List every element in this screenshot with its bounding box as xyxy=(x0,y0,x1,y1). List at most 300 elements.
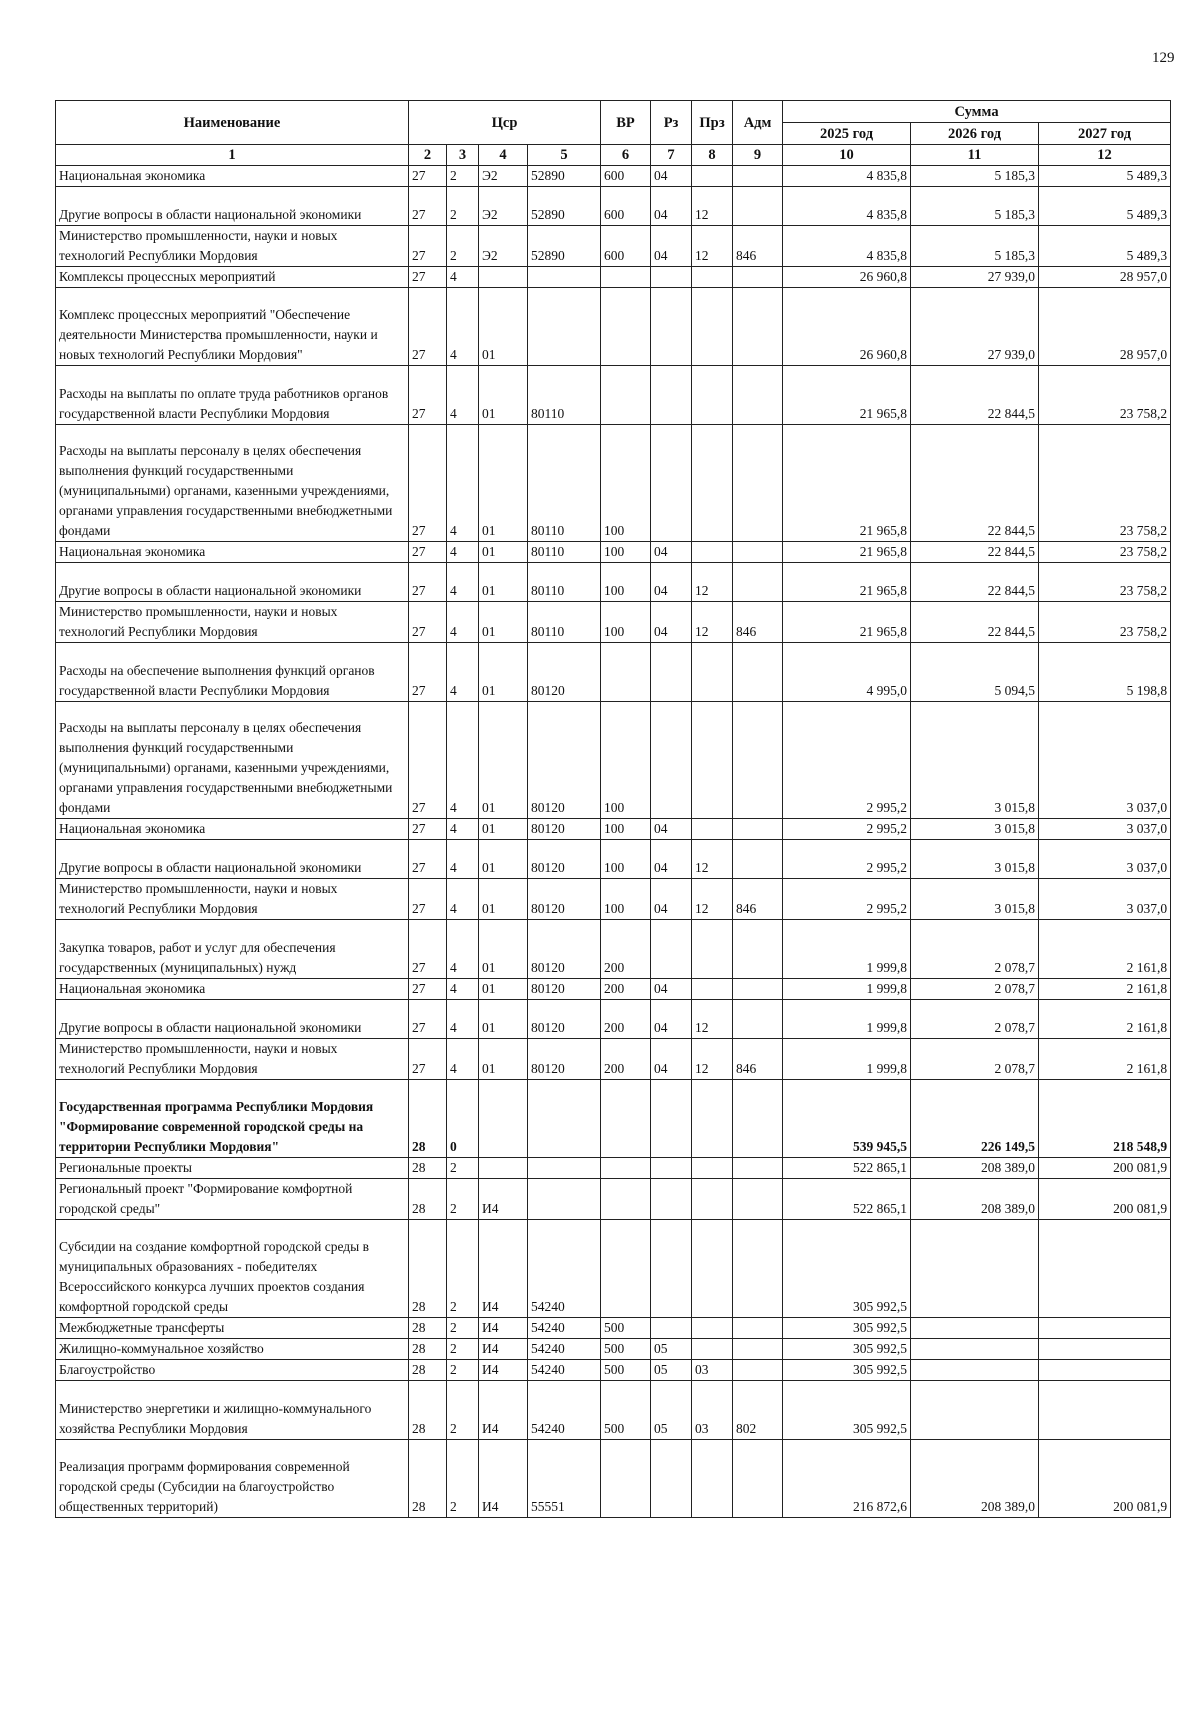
prz-code: 12 xyxy=(692,840,733,879)
csr-type: 4 xyxy=(447,701,479,818)
csr-direction: 52890 xyxy=(528,187,601,226)
csr-program: 27 xyxy=(409,643,447,702)
rz-code: 04 xyxy=(651,840,692,879)
csr-project: 01 xyxy=(479,978,528,999)
rz-code xyxy=(651,1220,692,1318)
sum-2025: 1 999,8 xyxy=(783,978,911,999)
sum-2025: 21 965,8 xyxy=(783,542,911,563)
adm-code: 846 xyxy=(733,879,783,920)
table-row xyxy=(56,166,1171,187)
csr-direction: 80120 xyxy=(528,978,601,999)
csr-direction xyxy=(528,1179,601,1220)
adm-code xyxy=(733,1158,783,1179)
row-name: Расходы на выплаты персоналу в целях обеспечения выполнения функций государственными (муниципальными) органами, казенными учреждениями, органами управления государственными внебюджетными фондами xyxy=(56,701,409,818)
prz-code xyxy=(692,1220,733,1318)
sum-2027: 200 081,9 xyxy=(1039,1179,1171,1220)
sum-2026: 208 389,0 xyxy=(911,1158,1039,1179)
vr-code: 100 xyxy=(601,840,651,879)
prz-code: 12 xyxy=(692,602,733,643)
csr-direction: 80120 xyxy=(528,879,601,920)
table-row xyxy=(56,226,1171,267)
csr-program: 28 xyxy=(409,1360,447,1381)
adm-code xyxy=(733,366,783,425)
sum-2025: 4 995,0 xyxy=(783,643,911,702)
adm-code xyxy=(733,920,783,979)
csr-project: 01 xyxy=(479,920,528,979)
table-row xyxy=(56,1439,1171,1517)
prz-code xyxy=(692,819,733,840)
prz-code: 03 xyxy=(692,1360,733,1381)
sum-2027: 218 548,9 xyxy=(1039,1080,1171,1158)
table-row xyxy=(56,819,1171,840)
sum-2025: 539 945,5 xyxy=(783,1080,911,1158)
csr-type: 2 xyxy=(447,166,479,187)
csr-project: 01 xyxy=(479,840,528,879)
adm-code xyxy=(733,643,783,702)
column-number: 3 xyxy=(447,145,479,166)
sum-2026: 3 015,8 xyxy=(911,840,1039,879)
csr-program: 28 xyxy=(409,1318,447,1339)
sum-2026: 22 844,5 xyxy=(911,542,1039,563)
csr-type: 2 xyxy=(447,1179,479,1220)
table-row xyxy=(56,366,1171,425)
prz-code xyxy=(692,366,733,425)
column-number: 7 xyxy=(651,145,692,166)
prz-code xyxy=(692,542,733,563)
table-row xyxy=(56,1318,1171,1339)
table-row xyxy=(56,1339,1171,1360)
csr-project: И4 xyxy=(479,1360,528,1381)
sum-2027 xyxy=(1039,1220,1171,1318)
csr-type: 2 xyxy=(447,1318,479,1339)
sum-2025: 305 992,5 xyxy=(783,1339,911,1360)
table-row xyxy=(56,424,1171,541)
row-name: Национальная экономика xyxy=(56,978,409,999)
csr-project: 01 xyxy=(479,1039,528,1080)
adm-code xyxy=(733,1220,783,1318)
csr-type: 4 xyxy=(447,920,479,979)
sum-2026: 22 844,5 xyxy=(911,602,1039,643)
sum-2026: 5 185,3 xyxy=(911,226,1039,267)
csr-type: 2 xyxy=(447,1339,479,1360)
table-header xyxy=(56,101,1171,166)
csr-program: 28 xyxy=(409,1220,447,1318)
csr-direction: 80110 xyxy=(528,366,601,425)
vr-code: 100 xyxy=(601,819,651,840)
prz-code xyxy=(692,701,733,818)
sum-2026: 2 078,7 xyxy=(911,920,1039,979)
sum-2025: 4 835,8 xyxy=(783,166,911,187)
column-number: 11 xyxy=(911,145,1039,166)
sum-2027 xyxy=(1039,1339,1171,1360)
csr-program: 28 xyxy=(409,1158,447,1179)
csr-direction: 55551 xyxy=(528,1439,601,1517)
sum-2025: 1 999,8 xyxy=(783,1039,911,1080)
adm-code xyxy=(733,288,783,366)
column-number: 5 xyxy=(528,145,601,166)
prz-code: 12 xyxy=(692,226,733,267)
csr-project: И4 xyxy=(479,1179,528,1220)
sum-2027: 5 489,3 xyxy=(1039,187,1171,226)
sum-2026: 22 844,5 xyxy=(911,563,1039,602)
sum-2025: 305 992,5 xyxy=(783,1381,911,1440)
csr-project: 01 xyxy=(479,819,528,840)
sum-2027: 2 161,8 xyxy=(1039,999,1171,1038)
sum-2026 xyxy=(911,1360,1039,1381)
rz-code xyxy=(651,701,692,818)
csr-type: 4 xyxy=(447,563,479,602)
table-row xyxy=(56,1220,1171,1318)
csr-direction: 80120 xyxy=(528,1039,601,1080)
csr-type: 4 xyxy=(447,366,479,425)
rz-code: 05 xyxy=(651,1381,692,1440)
rz-code: 04 xyxy=(651,542,692,563)
csr-program: 27 xyxy=(409,226,447,267)
sum-2027: 2 161,8 xyxy=(1039,920,1171,979)
csr-program: 27 xyxy=(409,424,447,541)
adm-code xyxy=(733,542,783,563)
table-row xyxy=(56,701,1171,818)
adm-code xyxy=(733,1339,783,1360)
csr-program: 27 xyxy=(409,879,447,920)
table-row xyxy=(56,602,1171,643)
table-row xyxy=(56,563,1171,602)
sum-2026: 226 149,5 xyxy=(911,1080,1039,1158)
sum-2025: 305 992,5 xyxy=(783,1360,911,1381)
csr-type: 4 xyxy=(447,819,479,840)
prz-code xyxy=(692,1339,733,1360)
csr-direction: 80110 xyxy=(528,602,601,643)
csr-type: 2 xyxy=(447,1381,479,1440)
row-name: Другие вопросы в области национальной экономики xyxy=(56,999,409,1038)
row-name: Министерство промышленности, науки и новых технологий Республики Мордовия xyxy=(56,1039,409,1080)
csr-project: 01 xyxy=(479,701,528,818)
row-name: Министерство промышленности, науки и новых технологий Республики Мордовия xyxy=(56,226,409,267)
column-number: 1 xyxy=(56,145,409,166)
csr-direction: 54240 xyxy=(528,1339,601,1360)
csr-type: 4 xyxy=(447,840,479,879)
sum-2025: 1 999,8 xyxy=(783,920,911,979)
vr-code: 200 xyxy=(601,978,651,999)
vr-code: 100 xyxy=(601,542,651,563)
sum-2027: 5 489,3 xyxy=(1039,166,1171,187)
csr-project xyxy=(479,1158,528,1179)
csr-type: 4 xyxy=(447,1039,479,1080)
table-body xyxy=(56,166,1171,1518)
vr-code: 100 xyxy=(601,563,651,602)
csr-type: 4 xyxy=(447,978,479,999)
csr-direction: 54240 xyxy=(528,1220,601,1318)
column-number: 2 xyxy=(409,145,447,166)
rz-code xyxy=(651,267,692,288)
prz-code xyxy=(692,1179,733,1220)
adm-code xyxy=(733,1439,783,1517)
prz-code: 12 xyxy=(692,1039,733,1080)
csr-program: 27 xyxy=(409,187,447,226)
adm-code xyxy=(733,999,783,1038)
vr-code: 200 xyxy=(601,1039,651,1080)
csr-program: 27 xyxy=(409,999,447,1038)
vr-code: 100 xyxy=(601,602,651,643)
vr-code: 600 xyxy=(601,226,651,267)
csr-direction: 80120 xyxy=(528,643,601,702)
sum-2027 xyxy=(1039,1381,1171,1440)
row-name: Министерство энергетики и жилищно-коммунального хозяйства Республики Мордовия xyxy=(56,1381,409,1440)
sum-2025: 4 835,8 xyxy=(783,187,911,226)
rz-code: 04 xyxy=(651,1039,692,1080)
sum-2026 xyxy=(911,1318,1039,1339)
csr-project: И4 xyxy=(479,1318,528,1339)
rz-code xyxy=(651,1318,692,1339)
row-name: Межбюджетные трансферты xyxy=(56,1318,409,1339)
rz-code: 05 xyxy=(651,1339,692,1360)
row-name: Реализация программ формирования современной городской среды (Субсидии на благоустройство общественных территорий) xyxy=(56,1439,409,1517)
sum-2025: 21 965,8 xyxy=(783,424,911,541)
sum-2026: 27 939,0 xyxy=(911,267,1039,288)
row-name: Жилищно-коммунальное хозяйство xyxy=(56,1339,409,1360)
sum-2025: 216 872,6 xyxy=(783,1439,911,1517)
table-row xyxy=(56,1381,1171,1440)
sum-2025: 522 865,1 xyxy=(783,1179,911,1220)
vr-code: 600 xyxy=(601,166,651,187)
column-number: 4 xyxy=(479,145,528,166)
rz-code xyxy=(651,366,692,425)
rz-code: 05 xyxy=(651,1360,692,1381)
csr-type: 2 xyxy=(447,1158,479,1179)
csr-direction: 80110 xyxy=(528,542,601,563)
row-name: Национальная экономика xyxy=(56,819,409,840)
sum-2027: 5 198,8 xyxy=(1039,643,1171,702)
table-row xyxy=(56,879,1171,920)
prz-code xyxy=(692,1158,733,1179)
vr-code xyxy=(601,1080,651,1158)
rz-code xyxy=(651,643,692,702)
csr-program: 27 xyxy=(409,1039,447,1080)
adm-code: 802 xyxy=(733,1381,783,1440)
sum-2025: 2 995,2 xyxy=(783,879,911,920)
sum-2026 xyxy=(911,1381,1039,1440)
sum-2025: 2 995,2 xyxy=(783,840,911,879)
csr-direction: 80120 xyxy=(528,819,601,840)
sum-2027: 23 758,2 xyxy=(1039,366,1171,425)
sum-2026: 208 389,0 xyxy=(911,1179,1039,1220)
sum-2027: 2 161,8 xyxy=(1039,1039,1171,1080)
sum-2027: 200 081,9 xyxy=(1039,1439,1171,1517)
vr-code: 500 xyxy=(601,1360,651,1381)
sum-2027: 23 758,2 xyxy=(1039,602,1171,643)
adm-code xyxy=(733,1179,783,1220)
csr-type: 4 xyxy=(447,542,479,563)
csr-type: 0 xyxy=(447,1080,479,1158)
sum-2025: 4 835,8 xyxy=(783,226,911,267)
csr-direction: 54240 xyxy=(528,1360,601,1381)
csr-type: 4 xyxy=(447,288,479,366)
csr-type: 4 xyxy=(447,643,479,702)
prz-code xyxy=(692,288,733,366)
csr-project: 01 xyxy=(479,602,528,643)
csr-project: 01 xyxy=(479,288,528,366)
prz-code xyxy=(692,424,733,541)
vr-code xyxy=(601,643,651,702)
sum-2026 xyxy=(911,1339,1039,1360)
csr-program: 27 xyxy=(409,701,447,818)
table-row xyxy=(56,840,1171,879)
row-name: Государственная программа Республики Мордовия "Формирование современной городской среды на территории Республики Мордовия" xyxy=(56,1080,409,1158)
csr-project: 01 xyxy=(479,999,528,1038)
csr-type: 4 xyxy=(447,999,479,1038)
rz-code: 04 xyxy=(651,166,692,187)
csr-program: 27 xyxy=(409,840,447,879)
csr-type: 4 xyxy=(447,424,479,541)
vr-code: 200 xyxy=(601,999,651,1038)
csr-project: Э2 xyxy=(479,166,528,187)
table-row xyxy=(56,1158,1171,1179)
csr-project: Э2 xyxy=(479,226,528,267)
column-number-row xyxy=(56,145,1171,166)
row-name: Национальная экономика xyxy=(56,542,409,563)
row-name: Расходы на выплаты персоналу в целях обеспечения выполнения функций государственными (муниципальными) органами, казенными учреждениями, органами управления государственными внебюджетными фондами xyxy=(56,424,409,541)
csr-type: 4 xyxy=(447,602,479,643)
csr-direction: 80120 xyxy=(528,920,601,979)
rz-code xyxy=(651,1080,692,1158)
rz-code xyxy=(651,1158,692,1179)
adm-code xyxy=(733,1080,783,1158)
csr-project: И4 xyxy=(479,1339,528,1360)
prz-code: 12 xyxy=(692,879,733,920)
vr-code xyxy=(601,366,651,425)
csr-direction xyxy=(528,288,601,366)
prz-code xyxy=(692,978,733,999)
csr-direction xyxy=(528,1158,601,1179)
rz-code xyxy=(651,424,692,541)
sum-2027: 2 161,8 xyxy=(1039,978,1171,999)
sum-2027: 5 489,3 xyxy=(1039,226,1171,267)
csr-program: 28 xyxy=(409,1339,447,1360)
header-year-2026: 2026 год xyxy=(911,123,1039,145)
prz-code: 12 xyxy=(692,187,733,226)
sum-2025: 305 992,5 xyxy=(783,1220,911,1318)
rz-code: 04 xyxy=(651,226,692,267)
sum-2025: 21 965,8 xyxy=(783,602,911,643)
header-name: Наименование xyxy=(56,101,409,145)
csr-project: И4 xyxy=(479,1220,528,1318)
csr-program: 28 xyxy=(409,1179,447,1220)
sum-2025: 522 865,1 xyxy=(783,1158,911,1179)
adm-code xyxy=(733,563,783,602)
csr-program: 27 xyxy=(409,920,447,979)
csr-program: 27 xyxy=(409,978,447,999)
sum-2026: 2 078,7 xyxy=(911,999,1039,1038)
csr-project: 01 xyxy=(479,366,528,425)
header-adm: Адм xyxy=(733,101,783,145)
csr-type: 2 xyxy=(447,1360,479,1381)
sum-2026: 208 389,0 xyxy=(911,1439,1039,1517)
column-number: 10 xyxy=(783,145,911,166)
sum-2025: 26 960,8 xyxy=(783,267,911,288)
rz-code xyxy=(651,920,692,979)
table-row xyxy=(56,1360,1171,1381)
table-row xyxy=(56,1179,1171,1220)
sum-2026: 3 015,8 xyxy=(911,879,1039,920)
csr-type: 2 xyxy=(447,226,479,267)
header-year-2025: 2025 год xyxy=(783,123,911,145)
budget-table xyxy=(55,100,1171,1518)
row-name: Региональный проект "Формирование комфортной городской среды" xyxy=(56,1179,409,1220)
prz-code: 12 xyxy=(692,563,733,602)
vr-code: 500 xyxy=(601,1318,651,1339)
adm-code xyxy=(733,819,783,840)
adm-code: 846 xyxy=(733,602,783,643)
adm-code xyxy=(733,1360,783,1381)
adm-code: 846 xyxy=(733,1039,783,1080)
csr-type: 4 xyxy=(447,879,479,920)
csr-program: 27 xyxy=(409,542,447,563)
prz-code xyxy=(692,1439,733,1517)
sum-2026: 5 185,3 xyxy=(911,166,1039,187)
header-year-2027: 2027 год xyxy=(1039,123,1171,145)
csr-program: 27 xyxy=(409,366,447,425)
csr-type: 2 xyxy=(447,187,479,226)
csr-project xyxy=(479,267,528,288)
csr-project: 01 xyxy=(479,424,528,541)
csr-direction: 54240 xyxy=(528,1381,601,1440)
vr-code xyxy=(601,1439,651,1517)
column-number: 8 xyxy=(692,145,733,166)
rz-code: 04 xyxy=(651,602,692,643)
table-row xyxy=(56,1080,1171,1158)
prz-code xyxy=(692,267,733,288)
prz-code: 12 xyxy=(692,999,733,1038)
column-number: 6 xyxy=(601,145,651,166)
csr-program: 28 xyxy=(409,1080,447,1158)
table-row xyxy=(56,1039,1171,1080)
csr-program: 27 xyxy=(409,563,447,602)
sum-2025: 26 960,8 xyxy=(783,288,911,366)
sum-2026: 3 015,8 xyxy=(911,819,1039,840)
sum-2026: 22 844,5 xyxy=(911,366,1039,425)
csr-program: 27 xyxy=(409,819,447,840)
csr-program: 28 xyxy=(409,1439,447,1517)
csr-project: 01 xyxy=(479,879,528,920)
row-name: Национальная экономика xyxy=(56,166,409,187)
vr-code: 200 xyxy=(601,920,651,979)
rz-code: 04 xyxy=(651,187,692,226)
table-row xyxy=(56,920,1171,979)
rz-code: 04 xyxy=(651,819,692,840)
rz-code xyxy=(651,1439,692,1517)
sum-2026: 2 078,7 xyxy=(911,1039,1039,1080)
vr-code: 500 xyxy=(601,1339,651,1360)
vr-code: 600 xyxy=(601,187,651,226)
vr-code: 100 xyxy=(601,424,651,541)
row-name: Закупка товаров, работ и услуг для обеспечения государственных (муниципальных) нужд xyxy=(56,920,409,979)
csr-direction xyxy=(528,267,601,288)
row-name: Благоустройство xyxy=(56,1360,409,1381)
rz-code: 04 xyxy=(651,879,692,920)
adm-code xyxy=(733,978,783,999)
csr-project: И4 xyxy=(479,1381,528,1440)
sum-2026: 27 939,0 xyxy=(911,288,1039,366)
csr-direction: 52890 xyxy=(528,226,601,267)
prz-code xyxy=(692,643,733,702)
csr-type: 2 xyxy=(447,1220,479,1318)
csr-type: 2 xyxy=(447,1439,479,1517)
row-name: Комплекс процессных мероприятий "Обеспечение деятельности Министерства промышленности, науки и новых технологий Республики Мордовия" xyxy=(56,288,409,366)
table-row xyxy=(56,542,1171,563)
csr-direction: 80110 xyxy=(528,424,601,541)
vr-code: 100 xyxy=(601,701,651,818)
sum-2027: 3 037,0 xyxy=(1039,819,1171,840)
